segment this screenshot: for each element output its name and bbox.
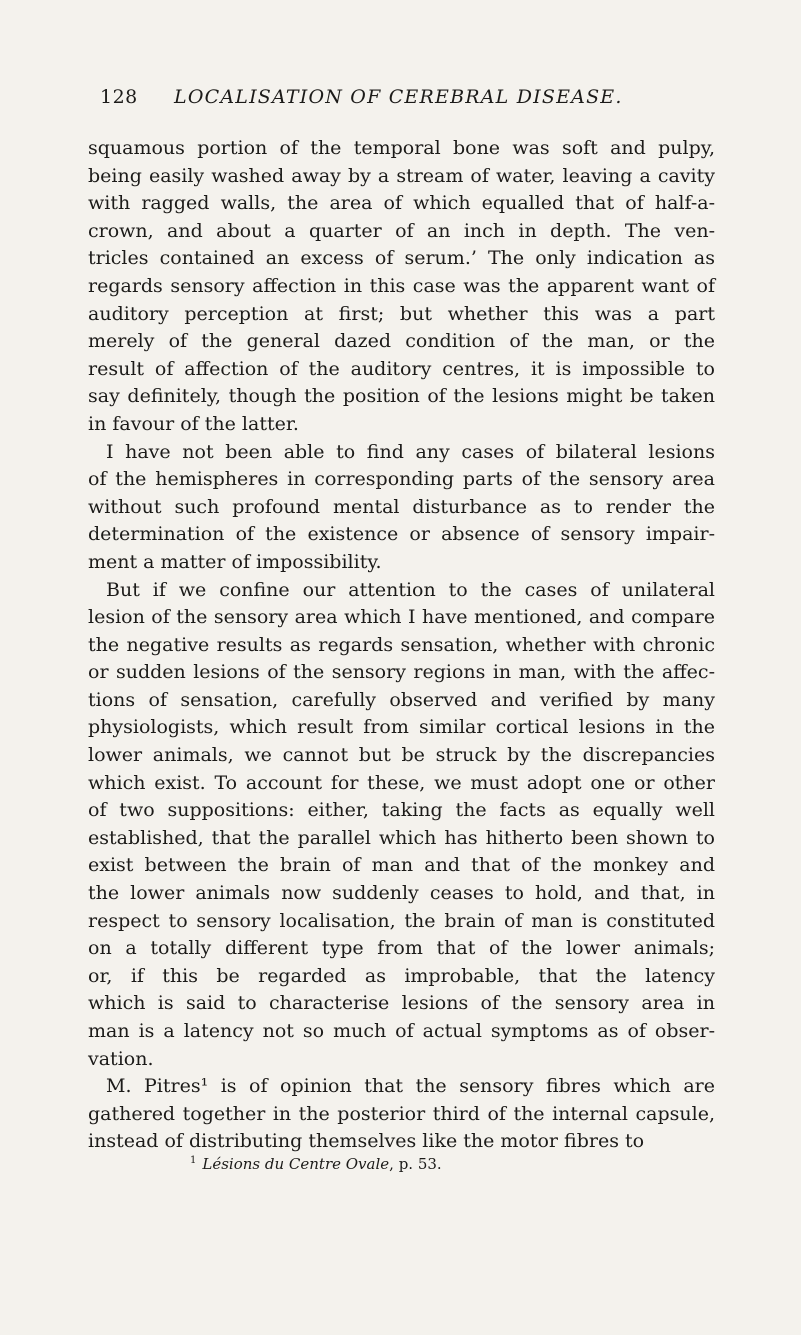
footnote [190,1155,442,1173]
text-line: say definitely, though the position of the lesions might be taken [88,385,715,408]
running-title: LOCALISATION OF CEREBRAL DISEASE. [174,86,623,108]
text-line: on a totally different type from that of the lower animals; [88,937,715,960]
text-line: lesion of the sensory area which I have mentioned, and compare [88,606,715,629]
text-line: exist between the brain of man and that of the monkey and [88,854,715,877]
text-line: respect to sensory localisation, the brain of man is constituted [88,909,715,932]
paragraph [88,577,715,1074]
text-line: of the hemispheres in corresponding parts of the sensory area [88,468,715,491]
text-line: squamous portion of the temporal bone was soft and pulpy, [88,137,715,159]
text-line: with ragged walls, the area of which equalled that of half-a- [88,192,715,215]
footnote-page-ref: , p. 53. [389,1155,442,1173]
page-number: 128 [100,86,138,108]
text-line: in favour of the latter. [88,412,299,435]
text-line: the lower animals now suddenly ceases to hold, and that, in [88,882,715,905]
text-line: vation. [88,1047,154,1070]
text-line: which exist. To account for these, we must adopt one or other [88,771,715,794]
paragraph [88,135,715,439]
text-line: merely of the general dazed condition of the man, or the [88,330,715,353]
text-line: determination of the existence or absence of sensory impair- [88,523,715,546]
text-line: tions of sensation, carefully observed and verified by many [88,688,715,711]
text-line: ment a matter of impossibility. [88,550,382,573]
text-line: of two suppositions: either, taking the facts as equally well [88,799,715,822]
text-line: instead of distributing themselves like the motor fibres to [88,1130,645,1153]
text-line: result of affection of the auditory centres, it is impossible to [88,357,715,380]
text-line: without such profound mental disturbance as to render the [88,495,715,518]
paragraph [88,439,715,577]
paragraph [88,1073,715,1156]
text-line: physiologists, which result from similar cortical lesions in the [88,716,715,739]
text-line: tricles contained an excess of serum.’ The only indication as [88,247,715,270]
text-line: lower animals, we cannot but be struck by the discrepancies [88,744,715,767]
text-line: M. Pitres¹ is of opinion that the sensory fibres which are [106,1075,715,1098]
text-line: the negative results as regards sensation, whether with chronic [88,633,715,656]
text-line: regards sensory affection in this case was the apparent want of [88,274,715,297]
text-line: auditory perception at first; but whether this was a part [88,302,715,325]
text-line: But if we confine our attention to the cases of unilateral [106,578,715,601]
text-line: or, if this be regarded as improbable, that the latency [88,964,715,987]
body-text [88,135,715,1156]
text-line: I have not been able to find any cases of bilateral lesions [106,440,715,463]
running-head [100,86,720,116]
text-line: gathered together in the posterior third of the internal capsule, [88,1102,715,1125]
text-line: established, that the parallel which has hitherto been shown to [88,826,715,849]
text-line: or sudden lesions of the sensory regions in man, with the affec- [88,661,715,684]
text-line: crown, and about a quarter of an inch in depth. The ven- [88,219,715,242]
footnote-title: Lésions du Centre Ovale [202,1155,390,1173]
text-line: man is a latency not so much of actual symptoms as of obser- [88,1020,715,1042]
footnote-marker: 1 [190,1155,197,1166]
text-line: which is said to characterise lesions of the sensory area in [88,992,715,1015]
text-line: being easily washed away by a stream of water, leaving a cavity [88,164,715,187]
